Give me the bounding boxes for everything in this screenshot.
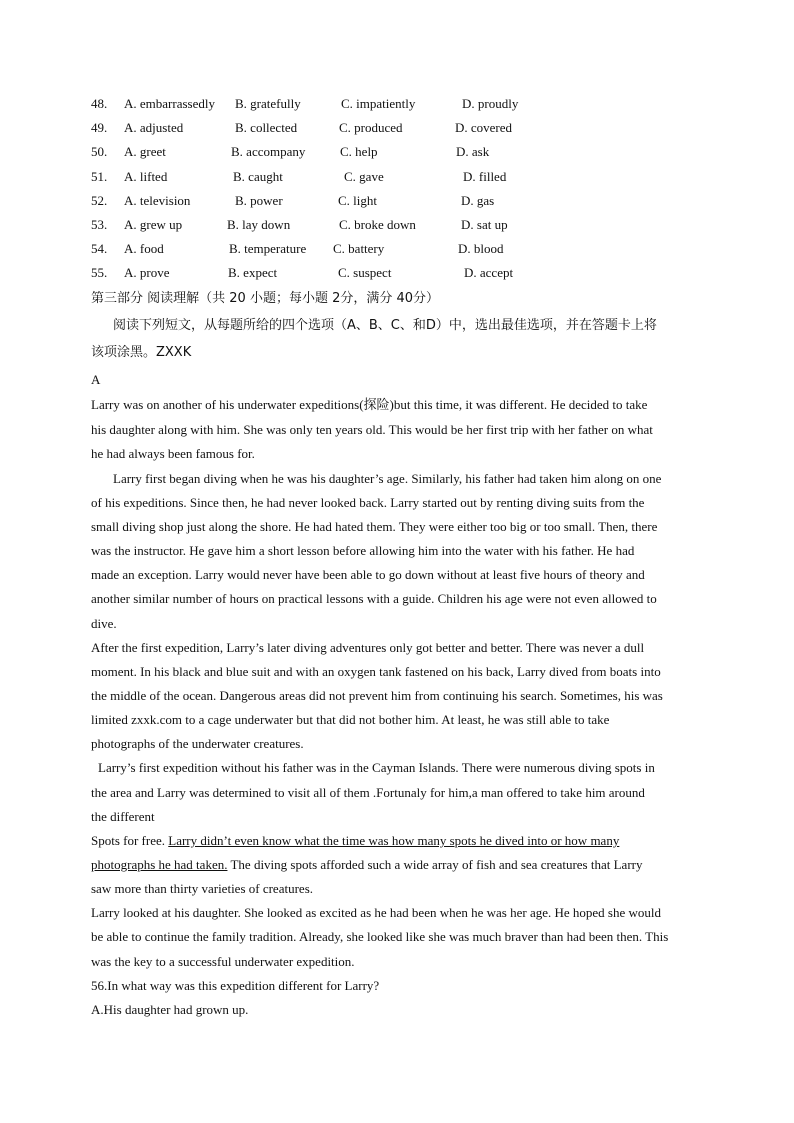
option-row — [91, 167, 716, 187]
question-56-option-a: A.His daughter had grown up. — [91, 1002, 249, 1017]
option-a: A. prove — [124, 265, 170, 280]
option-row — [91, 239, 716, 259]
option-d: D. covered — [455, 120, 513, 135]
underlined-sentence: Larry didn’t even know what the time was how many spots he dived into or how many — [168, 833, 620, 848]
question-number: 53. — [91, 217, 108, 232]
option-row — [91, 263, 716, 283]
passage-line: was the key to a successful underwater expedition. — [91, 954, 355, 969]
option-a: A. embarrassedly — [124, 96, 215, 111]
passage-text: The diving spots afforded such a wide array of fish and sea creatures that Larry — [227, 857, 643, 872]
passage-text: Spots for free. — [91, 833, 169, 848]
option-c: C. battery — [333, 241, 385, 256]
option-d: D. blood — [458, 241, 504, 256]
question-number: 48. — [91, 96, 108, 111]
option-c: C. gave — [344, 169, 384, 184]
option-b: B. gratefully — [235, 96, 301, 111]
option-a: A. adjusted — [124, 120, 184, 135]
instructions-line-1: 阅读下列短文，从每题所给的四个选项（A、B、C、和D）中，选出最佳选项，并在答题卡上将 — [113, 318, 657, 333]
section-title: 第三部分 阅读理解（共 20 小题；每小题 2分，满分 40分） — [91, 291, 440, 306]
option-d: D. sat up — [461, 217, 508, 232]
option-c: C. light — [338, 193, 378, 208]
option-d: D. proudly — [462, 96, 519, 111]
passage-line: Larry’s first expedition without his father was in the Cayman Islands. There were numerous diving spots in — [98, 760, 655, 775]
passage-line: his daughter along with him. She was only ten years old. This would be her first trip with her father on what — [91, 422, 653, 437]
passage-line: be able to continue the family tradition. Already, she looked like she was much braver than had been then. This — [91, 929, 669, 944]
passage-line: made an exception. Larry would never have been able to go down without at least five hours of theory and — [91, 567, 645, 582]
option-d: D. gas — [461, 193, 495, 208]
option-row — [91, 215, 716, 235]
option-c: C. produced — [339, 120, 403, 135]
option-row — [91, 118, 716, 138]
passage-line: of his expeditions. Since then, he had never looked back. Larry started out by renting diving suits from the — [91, 495, 645, 510]
option-c: C. broke down — [339, 217, 416, 232]
option-row — [91, 191, 716, 211]
passage-line: Larry first began diving when he was his daughter’s age. Similarly, his father had taken him along on one — [113, 471, 662, 486]
passage-line: the different — [91, 809, 155, 824]
passage-line: moment. In his black and blue suit and with an oxygen tank fastened on his back, Larry dived from boats into — [91, 664, 661, 679]
passage-line: dive. — [91, 616, 117, 631]
passage-line: another similar number of hours on practical lessons with a guide. Children his age were not even allowed to — [91, 591, 657, 606]
option-a: A. television — [124, 193, 191, 208]
question-number: 55. — [91, 265, 108, 280]
option-b: B. lay down — [227, 217, 291, 232]
option-c: C. suspect — [338, 265, 392, 280]
option-c: C. impatiently — [341, 96, 416, 111]
question-number: 49. — [91, 120, 108, 135]
option-d: D. ask — [456, 144, 490, 159]
passage-line — [91, 831, 716, 851]
instructions-line-2: 该项涂黑。ZXXK — [91, 345, 192, 360]
passage-line: small diving shop just along the shore. He had hated them. They were either too big or too small. Then, there — [91, 519, 658, 534]
question-number: 51. — [91, 169, 108, 184]
option-b: B. temperature — [229, 241, 307, 256]
passage-line: the area and Larry was determined to visit all of them .Fortunaly for him,a man offered to take him around — [91, 785, 645, 800]
option-d: D. filled — [463, 169, 507, 184]
question-number: 50. — [91, 144, 108, 159]
option-b: B. caught — [233, 169, 283, 184]
passage-line: was the instructor. He gave him a short lesson before allowing him into the water with his father. He had — [91, 543, 635, 558]
passage-line: he had always been famous for. — [91, 446, 255, 461]
passage-line: the middle of the ocean. Dangerous areas did not prevent him from continuing his search. Sometimes, his was — [91, 688, 663, 703]
passage-line: Larry looked at his daughter. She looked as excited as he had been when he was her age. He hoped she would — [91, 905, 662, 920]
option-a: A. greet — [124, 144, 166, 159]
underlined-sentence: photographs he had taken. — [91, 857, 228, 872]
passage-line: limited zxxk.com to a cage underwater but that did not bother him. At least, he was still able to take — [91, 712, 610, 727]
passage-label: A — [91, 372, 101, 387]
option-b: B. expect — [228, 265, 278, 280]
option-a: A. grew up — [124, 217, 183, 232]
passage-line: After the first expedition, Larry’s later diving adventures only got better and better. There was never a dull — [91, 640, 645, 655]
option-row — [91, 142, 716, 162]
option-a: A. food — [124, 241, 164, 256]
passage-line: saw more than thirty varieties of creatures. — [91, 881, 313, 896]
option-row — [91, 94, 716, 114]
passage-line: Larry was on another of his underwater expeditions(探险)but this time, it was different. He decided to take — [91, 397, 648, 412]
option-b: B. collected — [235, 120, 298, 135]
option-b: B. power — [235, 193, 283, 208]
option-b: B. accompany — [231, 144, 306, 159]
passage-line: photographs of the underwater creatures. — [91, 736, 304, 751]
option-d: D. accept — [464, 265, 514, 280]
question-number: 54. — [91, 241, 108, 256]
question-56: 56.In what way was this expedition different for Larry? — [91, 978, 380, 993]
question-number: 52. — [91, 193, 108, 208]
option-a: A. lifted — [124, 169, 168, 184]
option-c: C. help — [340, 144, 378, 159]
passage-line — [91, 855, 716, 875]
